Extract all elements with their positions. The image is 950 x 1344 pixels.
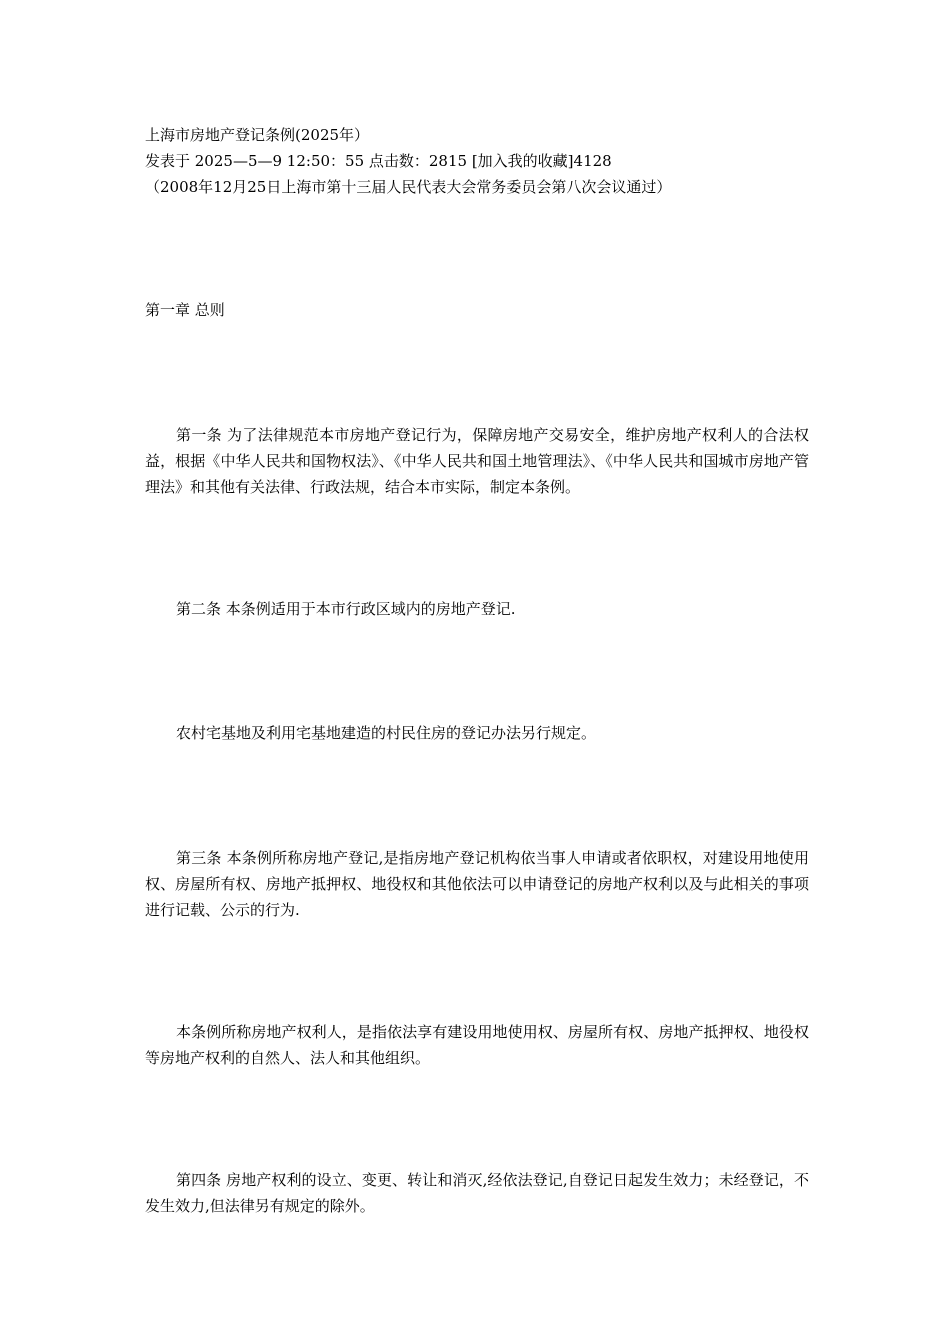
chapter-heading: 第一章 总则 [145, 301, 225, 319]
document-title: 上海市房地产登记条例(2025年） [145, 126, 370, 144]
article-4: 第四条 房地产权利的设立、变更、转让和消灭,经依法登记,自登记日起发生效力；未经登记，不发生效力,但法律另有规定的除外。 [145, 1171, 809, 1215]
article-2: 第二条 本条例适用于本市行政区域内的房地产登记. [176, 600, 516, 618]
publish-meta: 发表于 2025—5—9 12:50：55 点击数：2815 [加入我的收藏]4128 [145, 152, 612, 170]
adoption-note: （2008年12月25日上海市第十三届人民代表大会常务委员会第八次会议通过） [145, 178, 672, 196]
article-3: 第三条 本条例所称房地产登记,是指房地产登记机构依当事人申请或者依职权，对建设用地使用权、房屋所有权、房地产抵押权、地役权和其他依法可以申请登记的房地产权利以及与此相关的事项进行记载、公示的行为. [145, 849, 809, 919]
article-1: 第一条 为了法律规范本市房地产登记行为，保障房地产交易安全，维护房地产权利人的合法权益，根据《中华人民共和国物权法》、《中华人民共和国土地管理法》、《中华人民共和国城市房地产管理法》和其他有关法律、行政法规，结合本市实际，制定本条例。 [145, 426, 809, 496]
article-2-clause-2: 农村宅基地及利用宅基地建造的村民住房的登记办法另行规定。 [176, 724, 597, 742]
article-3-clause-2: 本条例所称房地产权利人，是指依法享有建设用地使用权、房屋所有权、房地产抵押权、地役权等房地产权利的自然人、法人和其他组织。 [145, 1023, 809, 1067]
